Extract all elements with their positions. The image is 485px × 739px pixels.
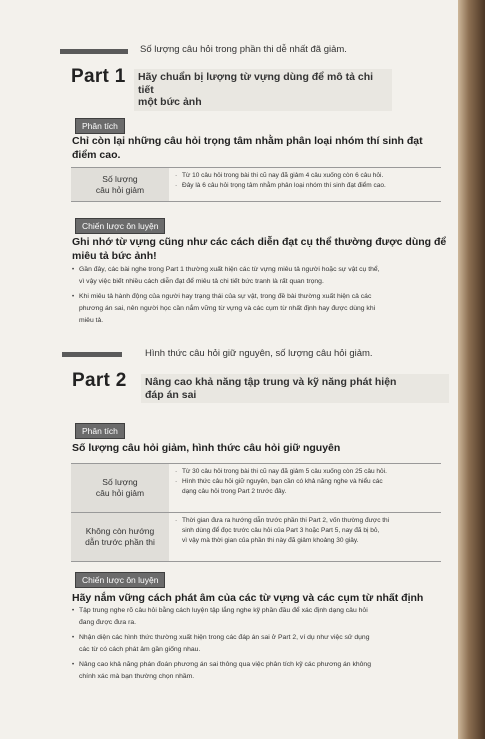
stat-point-line: Thời gian đưa ra hướng dẫn trước phần thi Part 2, vốn thường được thi [182,517,390,524]
part2-intro: Hình thức câu hỏi giữ nguyên, số lượng câu hỏi giảm. [145,348,373,359]
part1-analysis-heading-line2: điểm cao. [72,149,121,161]
list-item-line: Tập trung nghe rõ câu hỏi bằng cách luyện tập lắng nghe kỹ phần đầu để xác định dạng câu hỏi [79,607,368,614]
part1-strategy-list [72,264,450,327]
section-bar [60,49,128,54]
stat-label [71,513,169,561]
part1-strategy-heading [72,235,452,263]
part1-strategy-heading-line2: miêu tả bức ảnh! [72,250,157,262]
list-item-line: vì vậy việc biết nhiều cách diễn đạt để miêu tả chi tiết bức tranh là rất quan trọng. [79,278,324,285]
stat-point-line: Hình thức câu hỏi giữ nguyên, bạn cần có khả năng nghe và hiểu các [182,478,383,485]
stat-label-line2: dẫn trước phần thi [85,537,155,547]
section-bar [62,352,122,357]
list-item-line: phương án sai, nên người học cần nắm vững từ vựng và các cụm từ nhất định hay được dùng khi [79,305,376,312]
part1-analysis-heading-line1: Chỉ còn lại những câu hỏi trọng tâm nhằm phân loại nhóm thí sinh đạt [72,135,423,147]
stat-label [71,168,169,201]
part2-analysis-tag: Phân tích [75,423,125,439]
part1-title: Part 1 [71,66,126,87]
part1-subtitle-line1: Hãy chuẩn bị lượng từ vựng dùng để mô tả chi tiết [138,71,374,96]
part1-analysis-tag: Phân tích [75,118,125,134]
stat-point-line: vì vậy mà thời gian của phần thi này đã giảm khoảng 30 giây. [182,537,359,544]
part1-strategy-heading-line1: Ghi nhớ từ vựng cũng như các cách diễn đạt cụ thể thường được dùng để [72,236,447,248]
part2-analysis-heading: Số lượng câu hỏi giảm, hình thức câu hỏi giữ nguyên [72,442,341,454]
part1-subtitle [134,69,392,111]
list-item-line: Nhận diện các hình thức thường xuất hiện trong các đáp án sai ở Part 2, ví dụ như việc sử dụng [79,634,370,641]
stat-label-line1: Số lượng [102,477,138,487]
stat-label-line1: Số lượng [102,173,138,184]
list-item-line: Khi miêu tả hành động của người hay trạng thái của sự vật, trong đề bài thường xuất hiện cả các [79,293,372,300]
list-item-line: miêu tả. [79,317,104,324]
part1-stat-row [71,167,441,202]
stat-body [169,513,441,561]
list-item-line: đang được đưa ra. [79,619,137,626]
book-edge [458,0,485,739]
part2-strategy-tag: Chiến lược ôn luyện [75,572,165,588]
stat-point [175,467,435,477]
part2-strategy-list [72,605,450,683]
stat-body [169,464,441,512]
part1-intro: Số lượng câu hỏi trong phần thi dễ nhất đã giảm. [140,44,347,55]
stat-body [169,168,441,201]
stat-point-line: sinh dùng để đọc trước câu hỏi của Part 3 hoặc Part 5, nay đã bị bỏ, [182,527,380,534]
stat-label [71,464,169,512]
list-item-line: chính xác mà bạn thường chọn nhầm. [79,673,195,680]
list-item-line: Gần đây, các bài nghe trong Part 1 thường xuất hiện các từ vựng miêu tả người hoặc sự vật cụ thể, [79,266,380,273]
stat-point [175,516,435,546]
part2-subtitle-line1: Nâng cao khả năng tập trung và kỹ năng phát hiện [145,376,397,388]
stat-point: · Từ 10 câu hỏi trong bài thi cũ nay đã giảm 4 câu xuống còn 6 câu hỏi. [175,171,435,181]
part2-stat-row [71,463,441,512]
list-item [72,291,450,327]
part2-subtitle-line2: đáp án sai [145,388,197,401]
stat-point-line: dạng câu hỏi trong Part 2 trước đây. [182,488,287,495]
stat-label-line2: câu hỏi giảm [95,488,145,498]
list-item-line: các từ có cách phát âm gần giống nhau. [79,646,201,653]
part2-subtitle [141,374,449,403]
stat-label-line1: Không còn hướng [85,526,155,536]
part1-subtitle-line2: một bức ảnh [138,96,202,108]
list-item [72,264,450,288]
stat-point: · Đây là 6 câu hỏi trọng tâm nhằm phân loại nhóm thí sinh đạt điểm cao. [175,181,435,191]
list-item [72,605,450,629]
stat-label-line2: câu hỏi giảm [95,184,145,195]
part1-analysis-heading [72,134,452,162]
part2-strategy-heading: Hãy nắm vững cách phát âm của các từ vựng và các cụm từ nhất định [72,592,424,604]
list-item [72,659,450,683]
stat-point-line: Từ 30 câu hỏi trong bài thi cũ nay đã giảm 5 câu xuống còn 25 câu hỏi. [182,468,387,475]
list-item [72,632,450,656]
part2-stat-row [71,512,441,562]
stat-point [175,477,435,497]
list-item-line: Nâng cao khả năng phán đoán phương án sai thông qua việc phân tích kỹ các phương án không [79,661,371,668]
part2-title: Part 2 [72,370,127,391]
part1-strategy-tag: Chiến lược ôn luyện [75,218,165,234]
